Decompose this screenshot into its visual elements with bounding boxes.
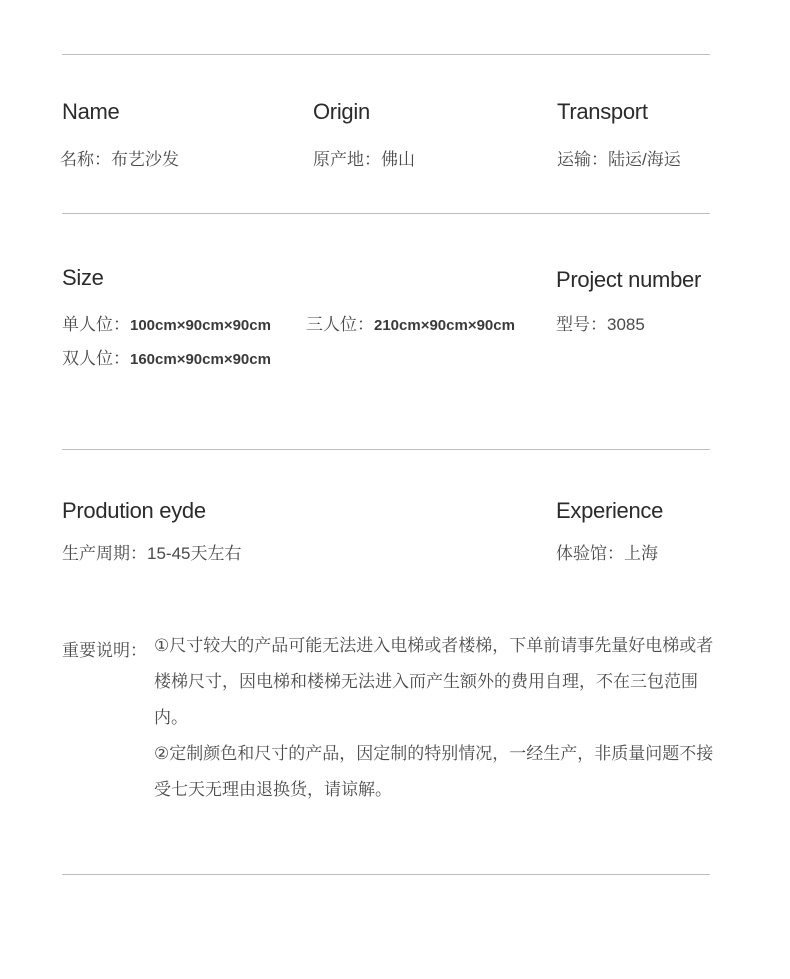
notes-label: 重要说明： — [62, 641, 147, 660]
size-triple — [306, 310, 515, 335]
divider-3 — [62, 449, 710, 450]
origin-value: 原产地：佛山 — [313, 150, 415, 169]
size-double-label: 双人位： — [62, 349, 130, 368]
note-item-1: ①尺寸较大的产品可能无法进入电梯或者楼梯，下单前请事先量好电梯或者楼梯尺寸，因电梯和楼梯无法进入而产生额外的费用自理，不在三包范围内。 — [154, 636, 714, 727]
size-double — [62, 344, 271, 369]
note-item-2: ②定制颜色和尺寸的产品，因定制的特别情况，一经生产，非质量问题不接受七天无理由退换货，请谅解。 — [154, 744, 714, 799]
size-triple-label: 三人位： — [306, 315, 374, 334]
divider-bottom — [62, 874, 710, 875]
size-double-value: 160cm×90cm×90cm — [130, 351, 271, 368]
divider-2 — [62, 213, 710, 214]
size-heading: Size — [62, 265, 104, 290]
origin-heading: Origin — [313, 99, 370, 124]
divider-top — [62, 54, 710, 55]
transport-value: 运输：陆运/海运 — [557, 150, 681, 169]
experience-heading: Experience — [556, 498, 664, 523]
size-single-label: 单人位： — [62, 315, 130, 334]
project-heading: Project number — [556, 267, 701, 292]
notes-body — [154, 628, 718, 808]
experience-value: 体验馆：上海 — [556, 544, 658, 563]
size-triple-value: 210cm×90cm×90cm — [374, 317, 515, 334]
size-single-value: 100cm×90cm×90cm — [130, 317, 271, 334]
production-heading: Prodution eyde — [62, 498, 206, 523]
size-single — [62, 310, 271, 335]
transport-heading: Transport — [557, 99, 648, 124]
name-heading: Name — [62, 99, 120, 124]
project-value: 型号：3085 — [556, 315, 645, 334]
name-value: 名称：布艺沙发 — [60, 150, 179, 169]
production-value: 生产周期：15-45天左右 — [62, 544, 242, 563]
